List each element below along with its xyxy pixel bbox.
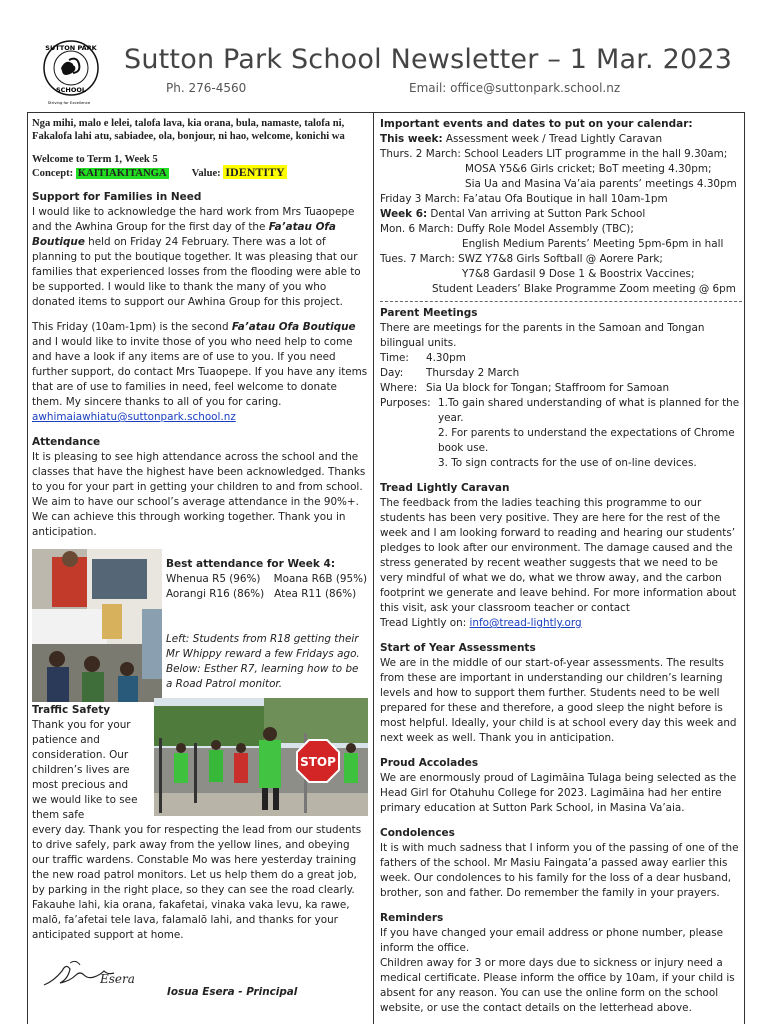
- mon-line-2: English Medium Parents’ Meeting 5pm-6pm in hall: [462, 238, 724, 250]
- condolences-paragraph: It is with much sadness that I inform you of the passing of one of the fathers of the school. Mr Masiu Faingata’a passed away earlier this week. Our condolences to his family for the loss of a dear husband, brother, son and father. Do remember the family in your prayers.: [380, 842, 739, 899]
- assessments-heading: Start of Year Assessments: [380, 642, 536, 654]
- concept-line: [32, 166, 368, 180]
- this-week-line: This week: Assessment week / Tread Lightly Caravan: [380, 133, 663, 145]
- tues-line-3: Student Leaders’ Blake Programme Zoom meeting @ 6pm: [432, 283, 736, 295]
- parent-meetings-heading: Parent Meetings: [380, 307, 478, 319]
- best-attendance-box: [166, 557, 371, 602]
- week6-line: Week 6: Dental Van arriving at Sutton Park School: [380, 208, 646, 220]
- left-column-top: [32, 117, 368, 540]
- thurs-line-2: MOSA Y5&6 Girls cricket; BoT meeting 4.30pm;: [465, 163, 712, 175]
- tread-contact: Tread Lightly on: info@tread-lightly.org: [380, 617, 582, 629]
- time-row: Time: 4.30pm: [380, 352, 466, 364]
- svg-text:SUTTON PARK: SUTTON PARK: [45, 44, 97, 52]
- accolades-paragraph: We are enormously proud of Lagimāina Tulaga being selected as the Head Girl for Otahuhu College for 2023. Lagimāina had her entire primary education at Sutton Park School, in Masina Va’aia.: [380, 772, 737, 814]
- best-attendance-row-1: Whenua R5 (96%) Moana R6B (95%): [166, 573, 368, 585]
- svg-text:Esera: Esera: [100, 972, 135, 986]
- mr-whippy-photo: [32, 549, 162, 702]
- parent-meetings-paragraph: There are meetings for the parents in the Samoan and Tongan bilingual units.: [380, 322, 705, 349]
- section-divider: [380, 301, 742, 302]
- attendance-heading: Attendance: [32, 436, 101, 448]
- svg-text:Striving for Excellence: Striving for Excellence: [47, 100, 91, 105]
- fri-line: Friday 3 March: Fa’atau Ofa Boutique in hall 10am-1pm: [380, 193, 668, 205]
- concept-value: KAITIAKITANGA: [77, 168, 167, 179]
- events-heading: Important events and dates to put on your calendar:: [380, 118, 693, 130]
- school-logo: [33, 38, 123, 106]
- best-attendance-row-2: Aorangi R16 (86%) Atea R11 (86%): [166, 588, 357, 600]
- purpose-3: 3. To sign contracts for the use of on-line devices.: [438, 457, 697, 469]
- concept-label: Concept:: [32, 168, 74, 179]
- traffic-paragraph-narrow: Thank you for your patience and consideration. Our children’s lives are most precious and we would like to see them safe: [32, 719, 138, 821]
- traffic-heading: Traffic Safety: [32, 704, 111, 716]
- condolences-heading: Condolences: [380, 827, 455, 839]
- awhina-email-link[interactable]: awhimaiawhiatu@suttonpark.school.nz: [32, 411, 236, 423]
- purposes-row: Purposes: 1.To gain shared understanding of what is planned for the year.: [380, 397, 740, 424]
- traffic-paragraph-full: every day. Thank you for respecting the lead from our students to drive safely, park away from the yellow lines, and obeying our traffic wardens. Constable Mo was here yesterday training the new road patrol monitors. Let us help them do a great job, by parking in the right place, so they can see the road clearly. Fakauhe lahi, kia orana, fakafetai, vinaka vaka levu, ka rawe, malō, fa’afetai tele lava, falamalō lahi, and thanks for your anticipated support at home.: [32, 824, 362, 941]
- school-phone: Ph. 276-4560: [166, 81, 247, 95]
- best-attendance-heading: Best attendance for Week 4:: [166, 558, 336, 570]
- welcome-line: Welcome to Term 1, Week 5: [32, 154, 158, 165]
- support-heading: Support for Families in Need: [32, 191, 202, 203]
- principal-signature: [40, 955, 160, 995]
- accolades-heading: Proud Accolades: [380, 757, 479, 769]
- tues-line-1: Tues. 7 March: SWZ Y7&8 Girls Softball @ Aorere Park;: [380, 253, 663, 265]
- right-column: [380, 117, 742, 1016]
- mon-line-1: Mon. 6 March: Duffy Role Model Assembly (TBC);: [380, 223, 634, 235]
- where-row: Where: Sia Ua block for Tongan; Staffroom for Samoan: [380, 382, 670, 394]
- assessments-paragraph: We are in the middle of our start-of-year assessments. The results from these are important in understanding our children’s learning levels and how to support them further. Students need to be well prepared for these and therefore, a good sleep the night before is most helpful. Ideally, your child is at school every day this week and next week as well. Thank you in anticipation.: [380, 657, 737, 744]
- reminders-paragraph-1: If you have changed your email address or phone number, please inform the office.: [380, 927, 724, 954]
- reminders-heading: Reminders: [380, 912, 444, 924]
- value-value: IDENTITY: [225, 165, 285, 179]
- tread-paragraph: The feedback from the ladies teaching this programme to our students has been very positive. They are here for the rest of the week and I am looking forward to reading and hearing our students’ pledges to look after our environment. The damage caused and the stress generated by recent weather suggests that we need to be very mindful of what we do, what we throw away, and the carbon footprint we generate and leave behind. For more information about this visit, ask your classroom teacher or contact: [380, 497, 737, 614]
- attendance-paragraph: It is pleasing to see high attendance across the school and the classes that have the highest have been acknowledged. Thanks to you for your part in getting your children to and from school. We aim to have our school’s average attendance in the 90%+. We can achieve this through working together. Thank you in anticipation.: [32, 451, 366, 538]
- purpose-2: 2. For parents to understand the expectations of Chrome book use.: [438, 427, 735, 454]
- newsletter-title: Sutton Park School Newsletter – 1 Mar. 2023: [124, 44, 733, 75]
- thurs-line-1: Thurs. 2 March: School Leaders LIT programme in the hall 9.30am;: [380, 148, 728, 160]
- support-paragraph-2: This Friday (10am-1pm) is the second Fa’atau Ofa Boutique and I would like to invite those of you who need help to come and have a look if any items are of use to you. If you need further support, do contact Mrs Tuaopepe. If you have any items that are of use to families in need, feel welcome to donate them. My sincere thanks to all of you for caring. awhimaiawhiatu@suttonpark.school.nz: [32, 321, 368, 423]
- column-divider: [373, 113, 374, 1024]
- traffic-section: [32, 703, 368, 943]
- support-paragraph-1: I would like to acknowledge the hard work from Mrs Tuaopepe and the Awhina Group for the first day of the Fa’atau Ofa Boutique held on Friday 24 February. There was a lot of planning to put the boutique together. It was pleasing that our families that experienced losses from the flooding were able to be supported. I would like to thank the many of you who donated items to support our Awhina Group for this project.: [32, 206, 361, 308]
- greeting-text: Nga mihi, malo e lelei, talofa lava, kia orana, bula, namaste, talofa ni, Fakalofa lahi atu, sabiadee, ola, bonjour, ni hao, welcome, konichi wa: [32, 118, 345, 142]
- tues-line-2: Y7&8 Gardasil 9 Dose 1 & Boostrix Vaccines;: [462, 268, 695, 280]
- photo-caption: Left: Students from R18 getting their Mr Whippy reward a few Fridays ago. Below: Esther R7, learning how to be a Road Patrol monitor.: [166, 633, 360, 690]
- thurs-line-3: Sia Ua and Masina Va’aia parents’ meetings 4.30pm: [465, 178, 737, 190]
- stop-sign-text: STOP: [300, 755, 336, 769]
- day-row: Day: Thursday 2 March: [380, 367, 520, 379]
- principal-name: Iosua Esera - Principal: [167, 986, 298, 998]
- tread-lightly-link[interactable]: info@tread-lightly.org: [469, 617, 582, 629]
- reminders-paragraph-2: Children away for 3 or more days due to sickness or injury need a medical certificate. Please inform the office by 10am, if your child is absent for any reason. You can use the online form on the school website, or use the contact details on the letterhead above.: [380, 957, 735, 1014]
- value-label: Value:: [191, 168, 221, 179]
- school-email: Email: office@suttonpark.school.nz: [409, 81, 621, 95]
- svg-text:SCHOOL: SCHOOL: [55, 86, 87, 94]
- tread-heading: Tread Lightly Caravan: [380, 482, 510, 494]
